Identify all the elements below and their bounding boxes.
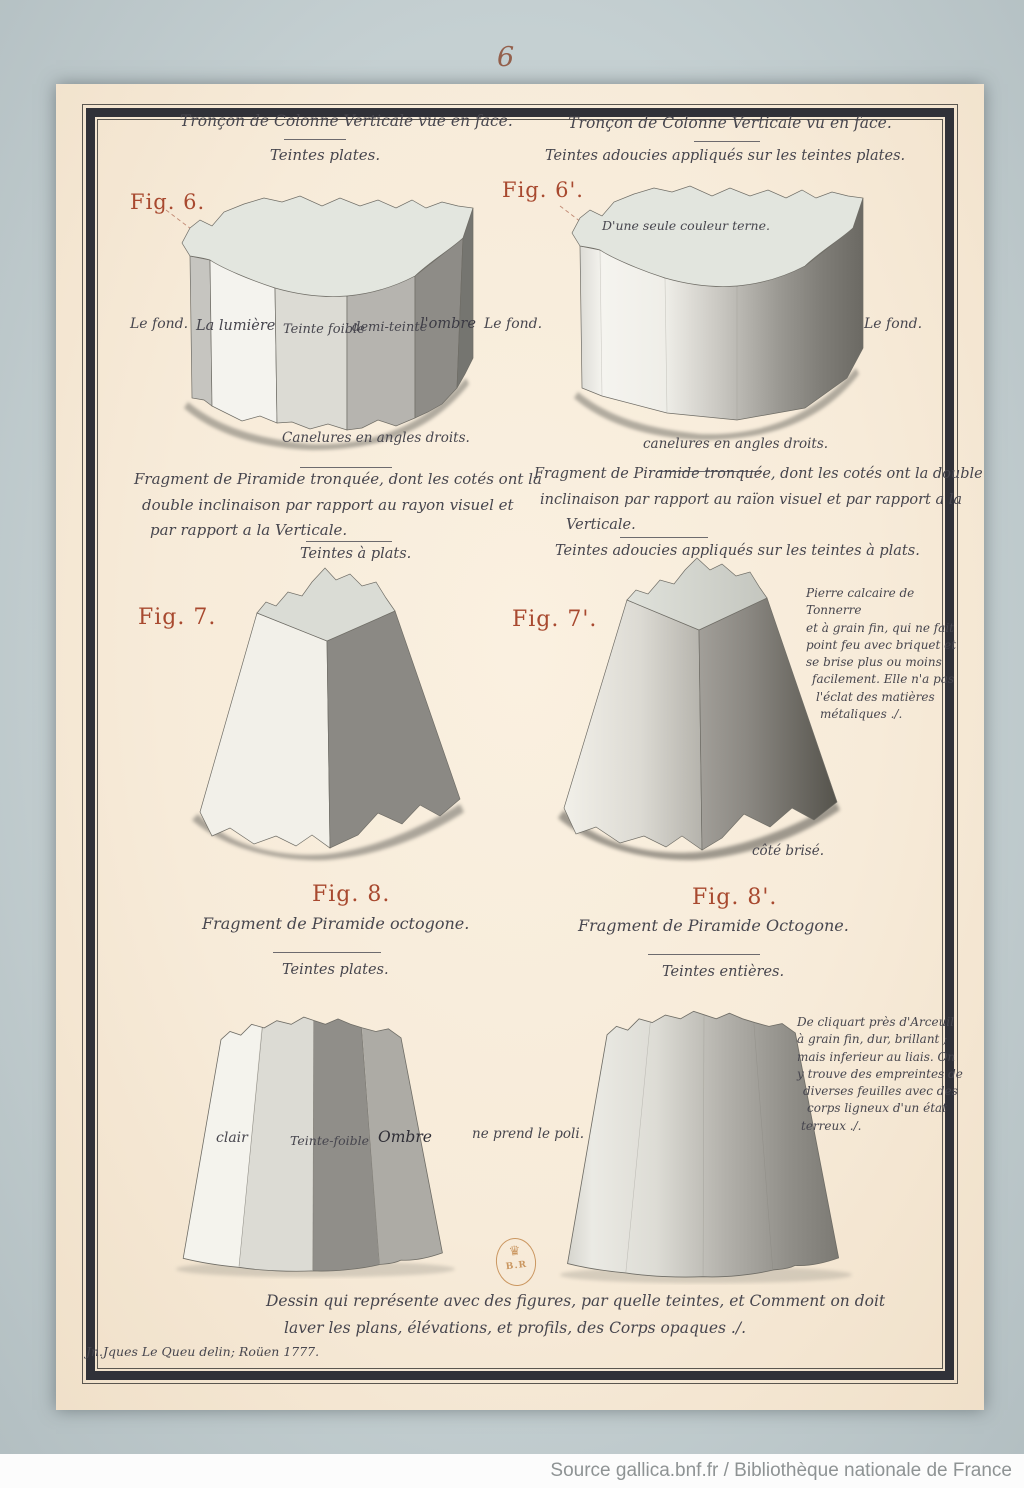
margin-note-line: métaliques ./. bbox=[820, 707, 903, 722]
facet-label-ombre: l'ombre bbox=[420, 316, 476, 332]
facet-label-ombre8: Ombre bbox=[378, 1128, 432, 1146]
margin-note-line: mais inferieur au liais. On bbox=[797, 1049, 956, 1064]
title-underline bbox=[694, 141, 760, 142]
fig6p-caption: canelures en angles droits. bbox=[643, 436, 829, 452]
margin-note-line: corps ligneux d'un état bbox=[807, 1101, 947, 1116]
fig7p-paragraph-line: inclinaison par rapport au raïon visuel et par rapport a la bbox=[540, 492, 962, 508]
fig7-label: Fig. 7. bbox=[138, 605, 217, 630]
right-column-subtitle: Teintes adoucies appliqués sur les teintes plates. bbox=[545, 148, 906, 164]
facet-label-teinte-foible: Teinte-foible bbox=[290, 1133, 370, 1148]
fig8p-margin-note bbox=[797, 1014, 967, 1135]
bottom-caption-line: laver les plans, élévations, et profils, des Corps opaques ./. bbox=[284, 1319, 747, 1337]
fig7p-margin-note bbox=[806, 585, 971, 723]
margin-note-line: l'éclat des matières bbox=[816, 689, 935, 704]
fig8-tint-caption: Teintes plates. bbox=[282, 962, 389, 978]
caption-rule bbox=[300, 467, 392, 468]
fig7p-label: Fig. 7'. bbox=[512, 607, 598, 632]
margin-note-line: diverses feuilles avec des bbox=[803, 1084, 958, 1099]
caption-rule bbox=[620, 537, 708, 538]
fig8p-tint-caption: Teintes entières. bbox=[662, 964, 785, 980]
caption-rule bbox=[306, 541, 392, 542]
margin-note-line: Pierre calcaire de Tonnerre bbox=[806, 586, 915, 618]
fig8p-caption: Fragment de Piramide Octogone. bbox=[578, 916, 849, 935]
facet-label-clair: clair bbox=[216, 1130, 248, 1146]
left-column-subtitle: Teintes plates. bbox=[269, 146, 381, 164]
margin-note-line: et à grain fin, qui ne fait bbox=[806, 620, 954, 635]
fig7p-paragraph-line: Verticale. bbox=[566, 517, 636, 533]
facet-label-fond-left: Le fond. bbox=[130, 316, 189, 332]
facet-label-fond-right: Le fond. bbox=[864, 316, 923, 332]
fig8p-label: Fig. 8'. bbox=[692, 885, 778, 910]
bottom-caption-line: Dessin qui représente avec des figures, par quelle teintes, et Comment on doit bbox=[266, 1292, 886, 1310]
margin-note-line: facilement. Elle n'a pas bbox=[812, 672, 955, 687]
fig6p-top-note: D'une seule couleur terne. bbox=[602, 218, 770, 233]
fig8-caption: Fragment de Piramide octogone. bbox=[202, 914, 470, 933]
fig6p-label: Fig. 6'. bbox=[502, 178, 584, 202]
fig6-label: Fig. 6. bbox=[130, 190, 206, 214]
margin-note-line: terreux ./. bbox=[801, 1118, 862, 1133]
fig8-label: Fig. 8. bbox=[312, 882, 391, 907]
fig6-caption: Canelures en angles droits. bbox=[282, 430, 470, 446]
fig7-tint-caption: Teintes à plats. bbox=[300, 546, 412, 562]
fig7p-tint-caption: Teintes adoucies appliqués sur les teintes à plats. bbox=[555, 543, 920, 559]
fig7-paragraph-line: double inclinaison par rapport au rayon visuel et bbox=[142, 496, 514, 514]
fig8-side-note: ne prend le poli. bbox=[472, 1126, 584, 1142]
crown-icon: ♛ bbox=[508, 1243, 522, 1260]
fig7-pyramid-illustration bbox=[162, 556, 482, 868]
margin-note-line: point feu avec briquet et bbox=[806, 637, 957, 652]
facet-label-demiteinte: demi-teinte bbox=[352, 320, 428, 335]
caption-rule bbox=[648, 954, 760, 955]
fig7p-paragraph-line: Fragment de Piramide tronquée, dont les cotés ont la double bbox=[534, 466, 983, 482]
facet-label-fond-mid: Le fond. bbox=[484, 316, 543, 332]
source-attribution-bar bbox=[0, 1454, 1024, 1488]
artist-signature: Jn.Jques Le Queu delin; Roüen 1777. bbox=[86, 1344, 320, 1359]
right-column-title: Tronçon de Colonne Verticale vu en face. bbox=[568, 114, 892, 132]
fig7-paragraph-line: Fragment de Piramide tronquée, dont les cotés ont la bbox=[134, 470, 542, 488]
margin-note-line: se brise plus ou moins bbox=[806, 655, 942, 670]
title-underline bbox=[284, 139, 346, 140]
margin-note-line: De cliquart près d'Arceuil bbox=[797, 1015, 954, 1029]
left-column-title: Tronçon de Colonne Verticale vue en face. bbox=[180, 112, 513, 130]
page-number: 6 bbox=[497, 42, 515, 73]
source-attribution-text: Source gallica.bnf.fr / Bibliothèque nationale de France bbox=[550, 1460, 1012, 1481]
fig7-paragraph-line: par rapport a la Verticale. bbox=[150, 521, 348, 539]
stamp-letters: B.R bbox=[505, 1259, 528, 1273]
margin-note-line: y trouve des empreintes de bbox=[797, 1066, 963, 1081]
facet-label-lumiere: La lumière bbox=[196, 318, 276, 334]
fig7p-broken-side-label: côté brisé. bbox=[752, 843, 825, 859]
facet-label-foible: Teinte foible bbox=[283, 322, 365, 337]
caption-rule bbox=[273, 952, 381, 953]
margin-note-line: à grain fin, dur, brillant ; bbox=[797, 1032, 948, 1047]
